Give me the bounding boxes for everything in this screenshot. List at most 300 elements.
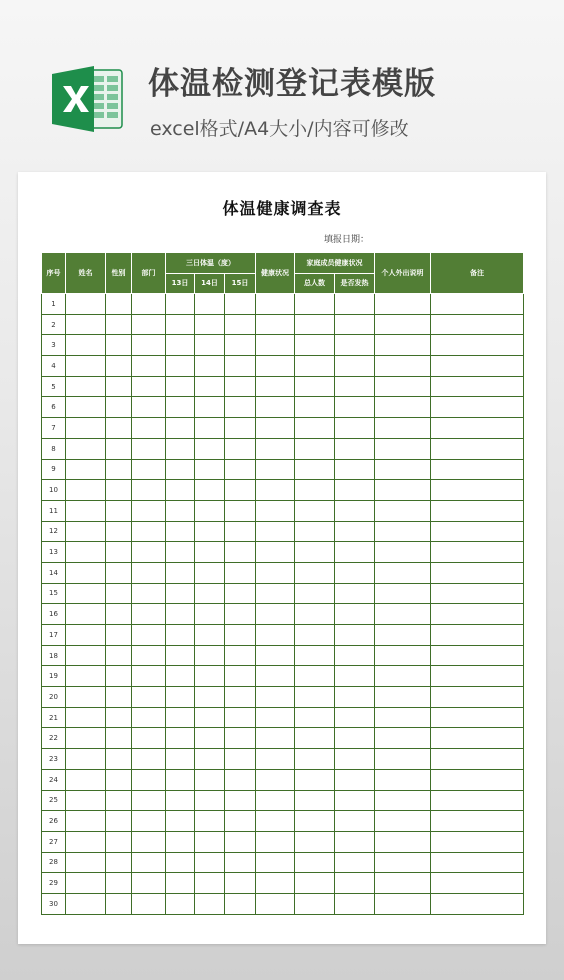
- table-cell[interactable]: [166, 418, 195, 439]
- table-cell[interactable]: [335, 852, 375, 873]
- table-cell[interactable]: [256, 542, 295, 563]
- table-cell[interactable]: [166, 480, 195, 501]
- table-cell[interactable]: [66, 893, 106, 914]
- table-cell[interactable]: [66, 562, 106, 583]
- table-cell[interactable]: [295, 666, 335, 687]
- table-cell[interactable]: [375, 873, 431, 894]
- table-cell[interactable]: [166, 790, 195, 811]
- table-cell[interactable]: [106, 687, 132, 708]
- table-cell[interactable]: [132, 438, 166, 459]
- table-cell[interactable]: [256, 376, 295, 397]
- table-cell[interactable]: [225, 314, 256, 335]
- table-cell[interactable]: [256, 459, 295, 480]
- table-cell[interactable]: [431, 356, 524, 377]
- table-cell[interactable]: [66, 418, 106, 439]
- table-cell[interactable]: [335, 542, 375, 563]
- table-cell[interactable]: [295, 583, 335, 604]
- table-cell[interactable]: [132, 687, 166, 708]
- table-cell[interactable]: [375, 314, 431, 335]
- table-cell[interactable]: [431, 811, 524, 832]
- table-cell[interactable]: [106, 521, 132, 542]
- table-cell[interactable]: [431, 769, 524, 790]
- table-cell[interactable]: [195, 604, 225, 625]
- table-cell[interactable]: [225, 294, 256, 315]
- table-cell[interactable]: [335, 769, 375, 790]
- table-cell[interactable]: [335, 645, 375, 666]
- table-cell[interactable]: [225, 418, 256, 439]
- table-cell[interactable]: [256, 418, 295, 439]
- table-cell[interactable]: [375, 397, 431, 418]
- table-cell[interactable]: [166, 376, 195, 397]
- table-cell[interactable]: [66, 645, 106, 666]
- table-cell[interactable]: [375, 687, 431, 708]
- table-cell[interactable]: [431, 604, 524, 625]
- table-cell[interactable]: [166, 562, 195, 583]
- table-cell[interactable]: [106, 480, 132, 501]
- table-cell[interactable]: [195, 625, 225, 646]
- table-cell[interactable]: [166, 811, 195, 832]
- table-cell[interactable]: [132, 397, 166, 418]
- table-cell[interactable]: [335, 604, 375, 625]
- table-cell[interactable]: [335, 728, 375, 749]
- table-cell[interactable]: [335, 666, 375, 687]
- table-cell[interactable]: [132, 542, 166, 563]
- table-cell[interactable]: [256, 687, 295, 708]
- table-cell[interactable]: [66, 790, 106, 811]
- table-cell[interactable]: [295, 728, 335, 749]
- table-cell[interactable]: [66, 873, 106, 894]
- table-cell[interactable]: [256, 873, 295, 894]
- table-cell[interactable]: [106, 500, 132, 521]
- table-cell[interactable]: [195, 873, 225, 894]
- table-cell[interactable]: [132, 728, 166, 749]
- table-cell[interactable]: [256, 294, 295, 315]
- table-cell[interactable]: [66, 625, 106, 646]
- table-cell[interactable]: [375, 604, 431, 625]
- table-cell[interactable]: [335, 687, 375, 708]
- table-cell[interactable]: [256, 645, 295, 666]
- table-cell[interactable]: [225, 790, 256, 811]
- table-cell[interactable]: [106, 769, 132, 790]
- table-cell[interactable]: [225, 769, 256, 790]
- table-cell[interactable]: [225, 604, 256, 625]
- table-cell[interactable]: [335, 459, 375, 480]
- table-cell[interactable]: [431, 294, 524, 315]
- table-cell[interactable]: [375, 459, 431, 480]
- table-cell[interactable]: [375, 438, 431, 459]
- table-cell[interactable]: [106, 376, 132, 397]
- table-cell[interactable]: [225, 645, 256, 666]
- table-cell[interactable]: [431, 687, 524, 708]
- table-cell[interactable]: [335, 438, 375, 459]
- table-cell[interactable]: [132, 583, 166, 604]
- table-cell[interactable]: [256, 893, 295, 914]
- table-cell[interactable]: [295, 749, 335, 770]
- table-cell[interactable]: [295, 542, 335, 563]
- table-cell[interactable]: [375, 562, 431, 583]
- table-cell[interactable]: [256, 852, 295, 873]
- table-cell[interactable]: [132, 604, 166, 625]
- table-cell[interactable]: [166, 521, 195, 542]
- table-cell[interactable]: [225, 583, 256, 604]
- table-cell[interactable]: [225, 873, 256, 894]
- table-cell[interactable]: [431, 666, 524, 687]
- table-cell[interactable]: [335, 707, 375, 728]
- table-cell[interactable]: [166, 314, 195, 335]
- table-cell[interactable]: [295, 811, 335, 832]
- table-cell[interactable]: [66, 728, 106, 749]
- table-cell[interactable]: [375, 583, 431, 604]
- table-cell[interactable]: [335, 356, 375, 377]
- table-cell[interactable]: [132, 707, 166, 728]
- table-cell[interactable]: [431, 625, 524, 646]
- table-cell[interactable]: [106, 852, 132, 873]
- table-cell[interactable]: [256, 769, 295, 790]
- table-cell[interactable]: [335, 521, 375, 542]
- table-cell[interactable]: [195, 335, 225, 356]
- table-cell[interactable]: [195, 645, 225, 666]
- table-cell[interactable]: [106, 314, 132, 335]
- table-cell[interactable]: [256, 335, 295, 356]
- table-cell[interactable]: [431, 438, 524, 459]
- table-cell[interactable]: [225, 438, 256, 459]
- table-cell[interactable]: [375, 418, 431, 439]
- table-cell[interactable]: [66, 769, 106, 790]
- table-cell[interactable]: [166, 769, 195, 790]
- table-cell[interactable]: [132, 893, 166, 914]
- table-cell[interactable]: [195, 294, 225, 315]
- table-cell[interactable]: [106, 459, 132, 480]
- table-cell[interactable]: [166, 459, 195, 480]
- table-cell[interactable]: [195, 542, 225, 563]
- table-cell[interactable]: [431, 790, 524, 811]
- table-cell[interactable]: [66, 583, 106, 604]
- table-cell[interactable]: [166, 604, 195, 625]
- table-cell[interactable]: [66, 831, 106, 852]
- table-cell[interactable]: [295, 707, 335, 728]
- table-cell[interactable]: [375, 893, 431, 914]
- table-cell[interactable]: [431, 852, 524, 873]
- table-cell[interactable]: [431, 893, 524, 914]
- table-cell[interactable]: [132, 666, 166, 687]
- table-cell[interactable]: [225, 459, 256, 480]
- table-cell[interactable]: [195, 769, 225, 790]
- table-cell[interactable]: [132, 873, 166, 894]
- table-cell[interactable]: [431, 459, 524, 480]
- table-cell[interactable]: [132, 831, 166, 852]
- table-cell[interactable]: [256, 314, 295, 335]
- table-cell[interactable]: [431, 583, 524, 604]
- table-cell[interactable]: [335, 294, 375, 315]
- table-cell[interactable]: [375, 625, 431, 646]
- table-cell[interactable]: [295, 335, 335, 356]
- table-cell[interactable]: [66, 811, 106, 832]
- table-cell[interactable]: [66, 294, 106, 315]
- table-cell[interactable]: [256, 480, 295, 501]
- table-cell[interactable]: [225, 707, 256, 728]
- table-cell[interactable]: [195, 687, 225, 708]
- table-cell[interactable]: [132, 769, 166, 790]
- table-cell[interactable]: [431, 376, 524, 397]
- table-cell[interactable]: [66, 749, 106, 770]
- table-cell[interactable]: [195, 562, 225, 583]
- table-cell[interactable]: [106, 356, 132, 377]
- table-cell[interactable]: [166, 893, 195, 914]
- table-cell[interactable]: [225, 666, 256, 687]
- table-cell[interactable]: [225, 852, 256, 873]
- table-cell[interactable]: [166, 500, 195, 521]
- table-cell[interactable]: [132, 459, 166, 480]
- table-cell[interactable]: [225, 562, 256, 583]
- table-cell[interactable]: [166, 749, 195, 770]
- table-cell[interactable]: [132, 294, 166, 315]
- table-cell[interactable]: [295, 294, 335, 315]
- table-cell[interactable]: [225, 687, 256, 708]
- table-cell[interactable]: [132, 480, 166, 501]
- table-cell[interactable]: [106, 749, 132, 770]
- table-cell[interactable]: [132, 790, 166, 811]
- table-cell[interactable]: [195, 707, 225, 728]
- table-cell[interactable]: [431, 728, 524, 749]
- table-cell[interactable]: [335, 397, 375, 418]
- table-cell[interactable]: [225, 356, 256, 377]
- table-cell[interactable]: [195, 852, 225, 873]
- table-cell[interactable]: [225, 811, 256, 832]
- table-cell[interactable]: [375, 645, 431, 666]
- table-cell[interactable]: [375, 707, 431, 728]
- table-cell[interactable]: [225, 500, 256, 521]
- table-cell[interactable]: [132, 749, 166, 770]
- table-cell[interactable]: [225, 542, 256, 563]
- table-cell[interactable]: [132, 500, 166, 521]
- table-cell[interactable]: [375, 811, 431, 832]
- table-cell[interactable]: [132, 625, 166, 646]
- table-cell[interactable]: [256, 438, 295, 459]
- table-cell[interactable]: [166, 625, 195, 646]
- table-cell[interactable]: [256, 562, 295, 583]
- table-cell[interactable]: [166, 873, 195, 894]
- table-cell[interactable]: [375, 728, 431, 749]
- table-cell[interactable]: [225, 521, 256, 542]
- table-cell[interactable]: [106, 604, 132, 625]
- table-cell[interactable]: [106, 831, 132, 852]
- table-cell[interactable]: [166, 542, 195, 563]
- table-cell[interactable]: [225, 625, 256, 646]
- table-cell[interactable]: [166, 666, 195, 687]
- table-cell[interactable]: [256, 356, 295, 377]
- table-cell[interactable]: [66, 376, 106, 397]
- table-cell[interactable]: [256, 604, 295, 625]
- table-cell[interactable]: [375, 480, 431, 501]
- table-cell[interactable]: [375, 666, 431, 687]
- table-cell[interactable]: [335, 376, 375, 397]
- table-cell[interactable]: [106, 873, 132, 894]
- table-cell[interactable]: [431, 873, 524, 894]
- table-cell[interactable]: [195, 749, 225, 770]
- table-cell[interactable]: [166, 852, 195, 873]
- table-cell[interactable]: [335, 790, 375, 811]
- table-cell[interactable]: [256, 583, 295, 604]
- table-cell[interactable]: [375, 852, 431, 873]
- table-cell[interactable]: [106, 625, 132, 646]
- table-cell[interactable]: [335, 811, 375, 832]
- table-cell[interactable]: [195, 418, 225, 439]
- table-cell[interactable]: [256, 625, 295, 646]
- table-cell[interactable]: [431, 314, 524, 335]
- table-cell[interactable]: [106, 790, 132, 811]
- table-cell[interactable]: [256, 666, 295, 687]
- table-cell[interactable]: [132, 645, 166, 666]
- table-cell[interactable]: [106, 294, 132, 315]
- table-cell[interactable]: [375, 500, 431, 521]
- table-cell[interactable]: [295, 397, 335, 418]
- table-cell[interactable]: [66, 542, 106, 563]
- table-cell[interactable]: [256, 521, 295, 542]
- table-cell[interactable]: [375, 294, 431, 315]
- table-cell[interactable]: [166, 707, 195, 728]
- table-cell[interactable]: [256, 707, 295, 728]
- table-cell[interactable]: [431, 335, 524, 356]
- table-cell[interactable]: [132, 562, 166, 583]
- table-cell[interactable]: [335, 873, 375, 894]
- table-cell[interactable]: [106, 811, 132, 832]
- table-cell[interactable]: [195, 314, 225, 335]
- table-cell[interactable]: [375, 749, 431, 770]
- table-cell[interactable]: [195, 893, 225, 914]
- table-cell[interactable]: [66, 666, 106, 687]
- table-cell[interactable]: [106, 335, 132, 356]
- table-cell[interactable]: [295, 645, 335, 666]
- table-cell[interactable]: [166, 335, 195, 356]
- table-cell[interactable]: [375, 542, 431, 563]
- table-cell[interactable]: [335, 625, 375, 646]
- table-cell[interactable]: [431, 749, 524, 770]
- table-cell[interactable]: [295, 604, 335, 625]
- table-cell[interactable]: [225, 480, 256, 501]
- table-cell[interactable]: [295, 500, 335, 521]
- table-cell[interactable]: [295, 314, 335, 335]
- table-cell[interactable]: [66, 687, 106, 708]
- table-cell[interactable]: [375, 831, 431, 852]
- table-cell[interactable]: [195, 790, 225, 811]
- table-cell[interactable]: [195, 583, 225, 604]
- table-cell[interactable]: [295, 459, 335, 480]
- table-cell[interactable]: [225, 397, 256, 418]
- table-cell[interactable]: [295, 831, 335, 852]
- table-cell[interactable]: [431, 500, 524, 521]
- table-cell[interactable]: [106, 707, 132, 728]
- table-cell[interactable]: [295, 356, 335, 377]
- table-cell[interactable]: [132, 521, 166, 542]
- table-cell[interactable]: [375, 769, 431, 790]
- table-cell[interactable]: [335, 583, 375, 604]
- table-cell[interactable]: [166, 831, 195, 852]
- table-cell[interactable]: [66, 707, 106, 728]
- table-cell[interactable]: [166, 294, 195, 315]
- table-cell[interactable]: [335, 893, 375, 914]
- table-cell[interactable]: [106, 583, 132, 604]
- table-cell[interactable]: [225, 376, 256, 397]
- table-cell[interactable]: [295, 562, 335, 583]
- table-cell[interactable]: [295, 521, 335, 542]
- table-cell[interactable]: [295, 687, 335, 708]
- table-cell[interactable]: [256, 500, 295, 521]
- table-cell[interactable]: [195, 666, 225, 687]
- table-cell[interactable]: [132, 314, 166, 335]
- table-cell[interactable]: [431, 542, 524, 563]
- table-cell[interactable]: [195, 831, 225, 852]
- table-cell[interactable]: [295, 418, 335, 439]
- table-cell[interactable]: [166, 438, 195, 459]
- table-cell[interactable]: [132, 335, 166, 356]
- table-cell[interactable]: [335, 831, 375, 852]
- table-cell[interactable]: [195, 521, 225, 542]
- table-cell[interactable]: [195, 728, 225, 749]
- table-cell[interactable]: [106, 666, 132, 687]
- table-cell[interactable]: [256, 397, 295, 418]
- table-cell[interactable]: [195, 356, 225, 377]
- table-cell[interactable]: [66, 852, 106, 873]
- table-cell[interactable]: [106, 728, 132, 749]
- table-cell[interactable]: [132, 811, 166, 832]
- table-cell[interactable]: [295, 376, 335, 397]
- table-cell[interactable]: [66, 397, 106, 418]
- table-cell[interactable]: [335, 562, 375, 583]
- table-cell[interactable]: [431, 521, 524, 542]
- table-cell[interactable]: [295, 873, 335, 894]
- table-cell[interactable]: [431, 562, 524, 583]
- table-cell[interactable]: [66, 356, 106, 377]
- table-cell[interactable]: [375, 790, 431, 811]
- table-cell[interactable]: [106, 645, 132, 666]
- table-cell[interactable]: [335, 314, 375, 335]
- table-cell[interactable]: [195, 376, 225, 397]
- table-cell[interactable]: [375, 521, 431, 542]
- table-cell[interactable]: [431, 397, 524, 418]
- table-cell[interactable]: [106, 542, 132, 563]
- table-cell[interactable]: [132, 376, 166, 397]
- table-cell[interactable]: [225, 831, 256, 852]
- table-cell[interactable]: [225, 335, 256, 356]
- table-cell[interactable]: [335, 418, 375, 439]
- table-cell[interactable]: [431, 707, 524, 728]
- table-cell[interactable]: [375, 335, 431, 356]
- table-cell[interactable]: [431, 480, 524, 501]
- table-cell[interactable]: [106, 562, 132, 583]
- table-cell[interactable]: [225, 728, 256, 749]
- table-cell[interactable]: [195, 438, 225, 459]
- table-cell[interactable]: [295, 438, 335, 459]
- table-cell[interactable]: [132, 418, 166, 439]
- table-cell[interactable]: [295, 893, 335, 914]
- table-cell[interactable]: [166, 645, 195, 666]
- table-cell[interactable]: [66, 521, 106, 542]
- table-cell[interactable]: [375, 356, 431, 377]
- table-cell[interactable]: [132, 356, 166, 377]
- table-cell[interactable]: [66, 314, 106, 335]
- table-cell[interactable]: [295, 769, 335, 790]
- table-cell[interactable]: [256, 790, 295, 811]
- table-cell[interactable]: [256, 831, 295, 852]
- table-cell[interactable]: [106, 438, 132, 459]
- table-cell[interactable]: [225, 749, 256, 770]
- table-cell[interactable]: [195, 480, 225, 501]
- table-cell[interactable]: [66, 438, 106, 459]
- table-cell[interactable]: [132, 852, 166, 873]
- table-cell[interactable]: [166, 356, 195, 377]
- table-cell[interactable]: [66, 604, 106, 625]
- table-cell[interactable]: [431, 831, 524, 852]
